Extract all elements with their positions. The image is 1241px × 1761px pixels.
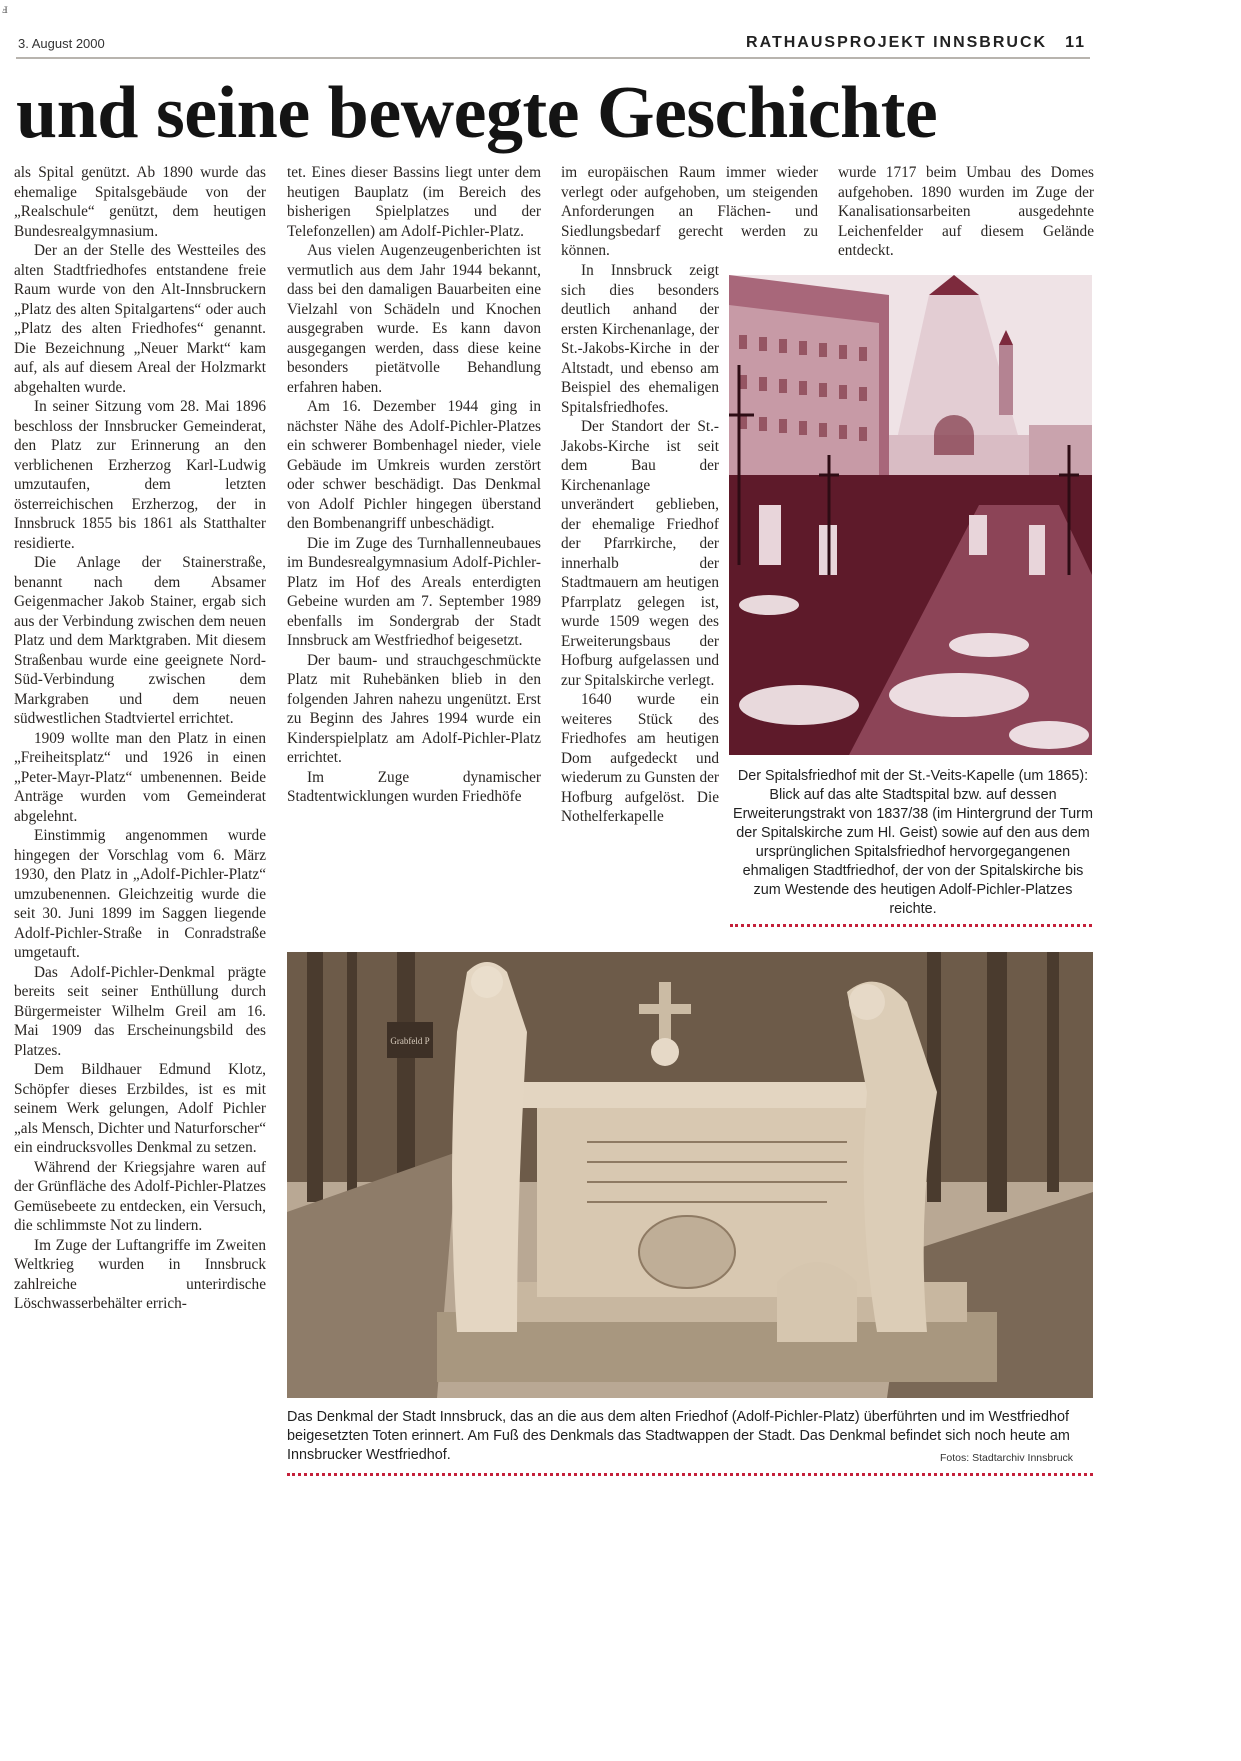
grave-field-sign: Grabfeld P — [390, 1036, 430, 1046]
paragraph: als Spital genützt. Ab 1890 wurde das ehemalige Spitalsgebäude von der „Realschule“ genützt, dem heutigen Bundesrealgymnasium. — [14, 164, 266, 240]
paragraph: In seiner Sitzung vom 28. Mai 1896 beschloss der Innsbrucker Gemeinderat, den Platz zur Erinnerung an den verblichenen Erzherzog Karl-Ludwig umzutaufen, dem letzten österreichischen Erzherzog, der in Innsbruck 1855 bis 1861 als Statthalter residierte. — [14, 398, 266, 552]
paragraph: 1909 wollte man den Platz in einen „Freiheitsplatz“ und 1926 in einen „Peter-Mayr-Platz“ umbenennen. Beide Anträge wurden vom Gemeinderat abgelehnt. — [14, 729, 266, 825]
article-headline: und seine bewegte Geschichte — [16, 72, 938, 154]
section-header — [746, 34, 1086, 52]
paragraph: Aus vielen Augenzeugenberichten ist vermutlich aus dem Jahr 1944 bekannt, dass bei den damaligen Bauarbeiten eine Vielzahl von Schädeln und Knochen ausgegraben wurde. Es kann davon ausgegangen werden, dass diese keine besonders pietätvolle Behandlung erfahren haben. — [287, 242, 541, 396]
paragraph: Die Anlage der Stainerstraße, benannt nach dem Absamer Geigenmacher Jakob Stainer, ergab sich aus der Verbindung zwischen dem neuen Platz und dem Marktgraben. Mit diesem Straßenbau wurde eine geeignete Nord-Süd-Verbindung zwischen dem Markgraben und dem neuen südwestlichen Stadtviertel errichtet. — [14, 554, 266, 727]
text-column-2 — [287, 163, 541, 807]
paragraph: Während der Kriegsjahre waren auf der Grünfläche des Adolf-Pichler-Platzes Gemüsebeete zu entdecken, ein Versuch, die schlimmste Not zu lindern. — [14, 1158, 266, 1234]
corner-mark: ⅎ — [2, 2, 8, 17]
paragraph: im europäischen Raum immer wieder verlegt oder aufgehoben, um steigenden Anforderungen an Flächen- und Siedlungsbedarf gerecht werden zu können. — [561, 164, 818, 259]
monument-photo — [287, 952, 1093, 1398]
paragraph: Der an der Stelle des Westteiles des alten Stadtfriedhofes entstandene freie Raum wurde von den Alt-Innsbruckern „Platz des alten Spitalgartens“ oder auch „Platz des alten Friedhofes“ genannt. Die Bezeichnung „Neuer Markt“ kam auf, als auf diesem Areal der Holzmarkt abgehalten wurde. — [14, 242, 266, 396]
paragraph: 1640 wurde ein weiteres Stück des Friedhofes am heutigen Dom aufgedeckt und wiederum zu Gunsten der Hofburg aufgelöst. Die Nothelferkapelle — [561, 691, 719, 825]
page-number: 11 — [1065, 34, 1086, 51]
paragraph: Der baum- und strauchgeschmückte Platz mit Ruhebänken blieb in den folgenden Jahren nahezu ungenützt. Erst zu Beginn des Jahres 1994 wurde ein Kinderspielplatz am Adolf-Pichler-Platz errichtet. — [287, 651, 541, 766]
paragraph: Die im Zuge des Turnhallenneubaues im Bundesrealgymnasium Adolf-Pichler-Platz im Hof des Areals enterdigten Gebeine wurden am 7. September 1989 ebenfalls im Sondergrab der Stadt Innsbruck am Westfriedhof beigesetzt. — [287, 534, 541, 649]
paragraph: tet. Eines dieser Bassins liegt unter dem heutigen Bauplatz (im Bereich des bisherigen Spielplatzes und der Telefonzellen) am Adolf-Pichler-Platz. — [287, 164, 541, 240]
paragraph: Dem Bildhauer Edmund Klotz, Schöpfer dieses Erzbildes, ist es mit seinem Werk gelungen, Adolf Pichler „als Mensch, Dichter und Naturforscher“ ein eindrucksvolles Denkmal zu setzen. — [14, 1061, 266, 1156]
photo-caption-monument: Das Denkmal der Stadt Innsbruck, das an die aus dem alten Friedhof (Adolf-Pichler-Platz) überführten und im Westfriedhof beigesetzten Toten erinnert. Am Fuß des Denkmals das Stadtwappen der Stadt. Das Denkmal befindet sich noch heute am Innsbrucker Westfriedhof. — [287, 1409, 1070, 1463]
paragraph: Im Zuge der Luftangriffe im Zweiten Weltkrieg wurden in Innsbruck zahlreiche unterirdische Löschwasserbehälter errich- — [14, 1236, 266, 1312]
text-column-4-top — [838, 163, 1094, 261]
paragraph: Einstimmig angenommen wurde hingegen der Vorschlag vom 6. März 1930, den Platz in „Adolf-Pichler-Platz“ umzubenennen. Gleichzeitig wurde die seit 30. Juni 1899 im Saggen liegende Adolf-Pichler-Straße in Conradstraße umgetauft. — [14, 827, 266, 961]
paragraph: wurde 1717 beim Umbau des Domes aufgehoben. 1890 wurden im Zuge der Kanalisationsarbeiten ausgedehnte Leichenfelder auf diesem Gelände entdeckt. — [838, 164, 1094, 259]
header-rule — [16, 57, 1090, 59]
photo-credit: Fotos: Stadtarchiv Innsbruck — [940, 1452, 1074, 1464]
monument-photo-illustration — [287, 952, 1093, 1398]
paragraph: Im Zuge dynamischer Stadtentwicklungen wurden Friedhöfe — [287, 768, 541, 805]
paragraph: Der Standort der St.-Jakobs-Kirche ist seit dem Bau der Kirchenanlage unverändert geblieben, der ehemalige Friedhof der Pfarrkirche, der innerhalb der Stadtmauern am heutigen Pfarrplatz gelegen ist, wurde 1509 wegen des Erweiterungsbaus der Hofburg aufgelassen und zur Spitalskirche verlegt. — [561, 418, 719, 689]
text-column-3-top — [561, 163, 818, 261]
section-title: RATHAUSPROJEKT INNSBRUCK — [746, 34, 1048, 51]
cemetery-photo-illustration — [729, 275, 1092, 755]
paragraph: Am 16. Dezember 1944 ging in nächster Nähe des Adolf-Pichler-Platzes ein schwerer Bombenhagel nieder, viele Gebäude im Umkreis wurden zerstört oder schwer beschädigt. Das Denkmal von Adolf Pichler hingegen überstand den Bombenangriff unbeschädigt. — [287, 398, 541, 532]
paragraph: In Innsbruck zeigt sich dies besonders deutlich anhand der ersten Kirchenanlage, der St.-Jakobs-Kirche in der Altstadt, und ebenso am Beispiel des ehemaligen Spitalsfriedhofes. — [561, 262, 719, 416]
paragraph: Das Adolf-Pichler-Denkmal prägte bereits seit seiner Enthüllung durch Bürgermeister Wilhelm Greil am 16. Mai 1909 das Erscheinungsbild des Platzes. — [14, 963, 266, 1059]
text-column-3-narrow — [561, 261, 719, 827]
cemetery-photo — [729, 275, 1092, 755]
dotted-rule — [287, 1473, 1093, 1476]
photo-caption-cemetery: Der Spitalsfriedhof mit der St.-Veits-Kapelle (um 1865): Blick auf das alte Stadtspital bzw. auf dessen Erweiterungstrakt von 1837/38 (im Hintergrund der Turm der Spitalskirche zum Hl. Geist) sowie auf den aus dem ursprünglichen Spitalsfriedhof hervorgegangenen ehmaligen Stadtfriedhof, der von der Spitalskirche bis zum Westende des heutigen Adolf-Pichler-Platzes reichte. — [733, 768, 1093, 917]
issue-date: 3. August 2000 — [18, 36, 105, 51]
dotted-rule — [730, 924, 1092, 927]
text-column-1 — [14, 163, 266, 1314]
